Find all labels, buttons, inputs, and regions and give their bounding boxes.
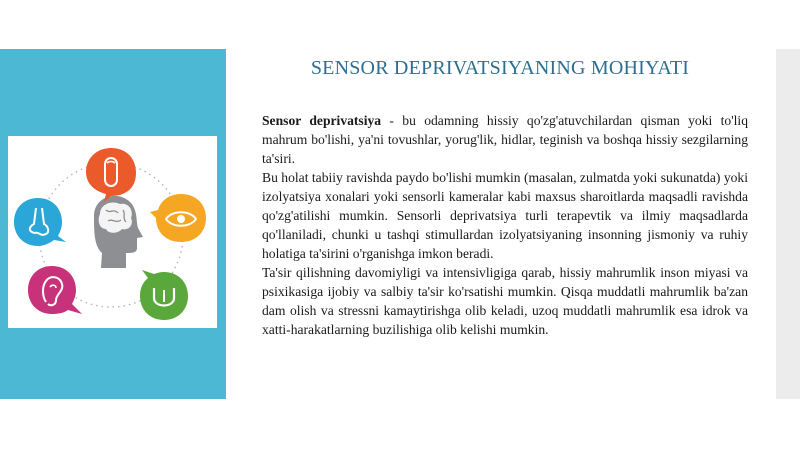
slide-body [262, 111, 748, 339]
touch-icon [86, 148, 136, 202]
ear-icon [28, 266, 82, 314]
five-senses-illustration [8, 136, 217, 328]
eye-icon [150, 194, 206, 242]
slide-title: SENSOR DEPRIVATSIYANING MOHIYATI [310, 57, 690, 79]
paragraph-effects: Ta'sir qilishning davomiyligi va intensivligiga qarab, hissiy mahrumlik inson miyasi va psixikasiga ijobiy va salbiy ta'sir ko'rsatishi mumkin. Qisqa muddatli mahrumlik ba'zan dam olish va stressni kamaytirishga olib keladi, uzoq muddatli mahrumlik esa idrok va xatti-harakatlarning buzilishiga olib kelishi mumkin. [262, 265, 748, 337]
head-brain-icon [94, 196, 143, 268]
term-sensor-deprivatsiya: Sensor deprivatsiya [262, 113, 382, 128]
senses-diagram [8, 136, 217, 328]
paragraph-causes: Bu holat tabiiy ravishda paydo bo'lishi mumkin (masalan, zulmatda yoki sukunatda) yoki izolyatsiya xonalari yoki sensorli kameralar kabi maxsus sharoitlarda maqsadli ravishda qo'zg'atilishi mumkin. Sensorli deprivatsiya turli terapevtik va ilmiy maqsadlarda qo'llaniladi, chunki u tashqi stimullardan izolyatsiyaning insonning jismoniy va ruhiy holatiga ta'sirini o'rganishga imkon beradi. [262, 170, 748, 261]
right-edge-strip [776, 49, 800, 399]
paragraph-definition [262, 111, 748, 168]
tongue-icon [140, 270, 188, 320]
nose-icon [14, 198, 66, 246]
definition-text: - bu odamning hissiy qo'zg'atuvchilardan qisman yoki to'liq mahrum bo'lishi, ya'ni tovushlar, yorug'lik, hidlar, teginish va boshqa hissiy sezgilarning ta'siri. [262, 113, 748, 166]
